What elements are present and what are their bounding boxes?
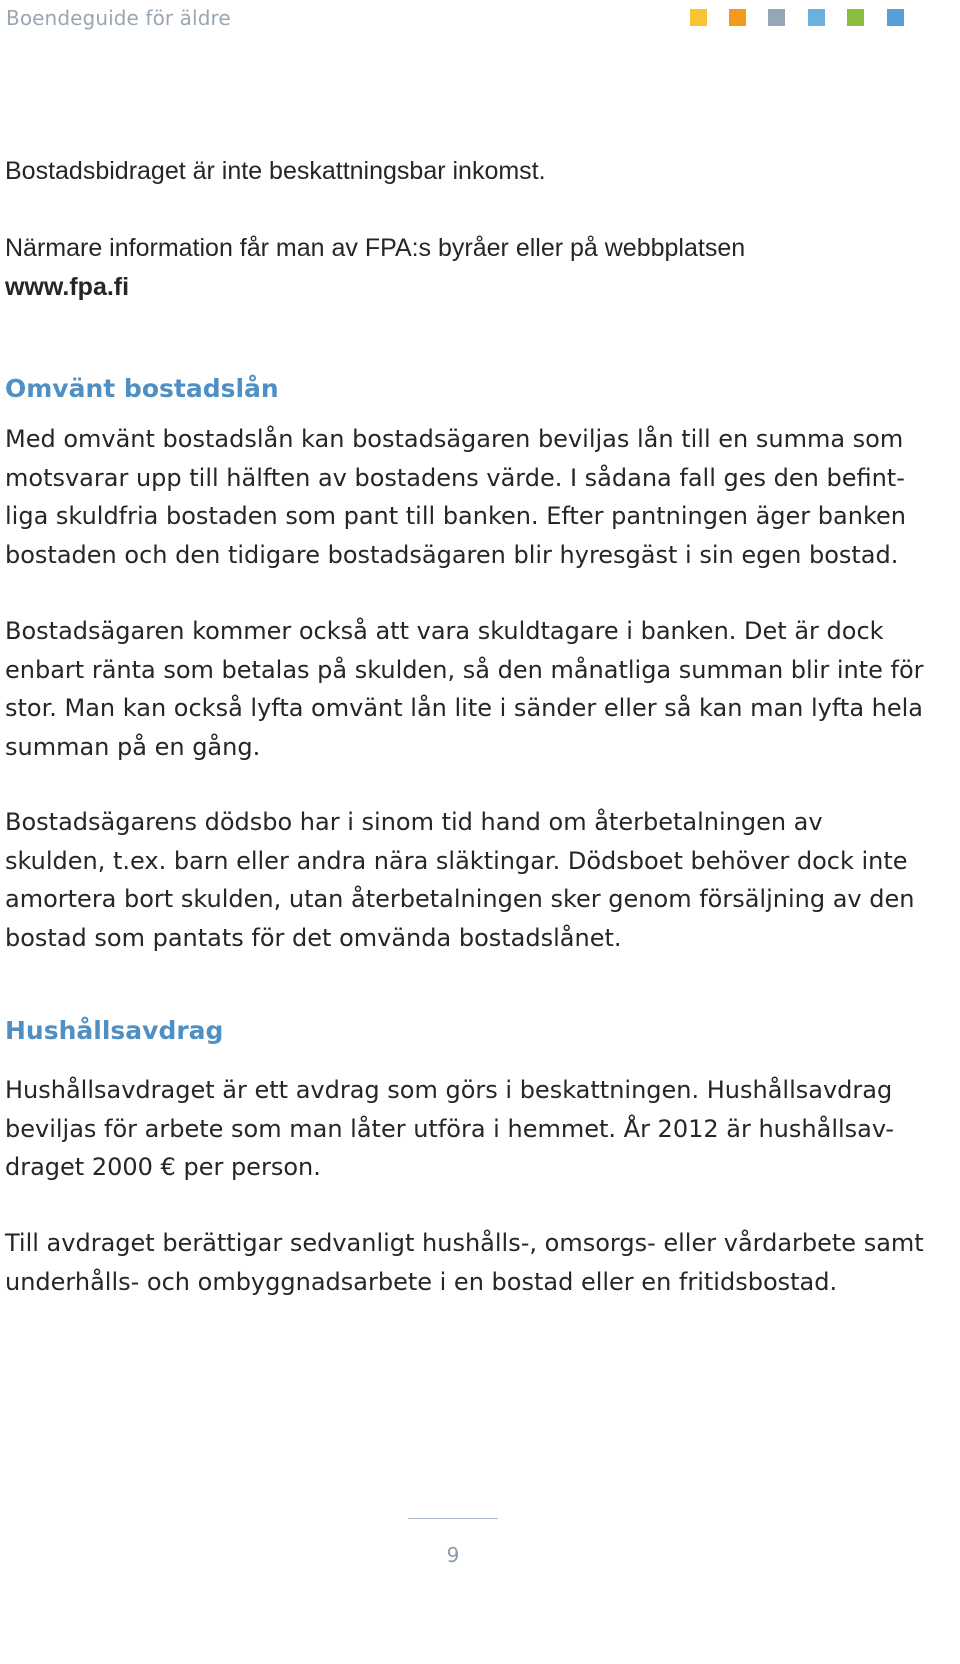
paragraph-hushall-1: Hushållsavdraget är ett avdrag som görs i beskattningen. Hushållsavdrag beviljas för arbete som man låter utföra i hemmet. År 2012 är hushållsav- draget 2000 € per person.	[5, 1076, 895, 1182]
heading-omvant-bostadslan: Omvänt bostadslån	[5, 374, 279, 403]
paragraph-omvant-2: Bostadsägaren kommer också att vara skuldtagare i banken. Det är dock enbart ränta som betalas på skulden, så den månatliga summan blir inte för stor. Man kan också lyfta omvänt lån lite i sänder eller så kan man lyfta hela summan på en gång.	[5, 617, 924, 761]
fpa-link[interactable]: www.fpa.fi	[5, 272, 130, 301]
color-square-light-blue	[808, 9, 825, 26]
header-title: Boendeguide för äldre	[6, 6, 231, 30]
heading-hushallsavdrag: Hushållsavdrag	[5, 1016, 224, 1045]
color-square-orange	[729, 9, 746, 26]
page-number: 9	[446, 1543, 460, 1567]
paragraph-omvant-3: Bostadsägarens dödsbo har i sinom tid hand om återbetalningen av skulden, t.ex. barn eller andra nära släktingar. Dödsboet behöver dock inte amortera bort skulden, utan återbetalningen sker genom försäljning av den bostad som pantats för det omvända bostadslånet.	[5, 808, 915, 952]
paragraph-fpa-info: Närmare information får man av FPA:s byråer eller på webbplatsen www.fpa.fi	[5, 229, 905, 306]
color-square-gray	[768, 9, 785, 26]
color-square-green	[847, 9, 864, 26]
color-square-yellow	[690, 9, 707, 26]
paragraph-hushall-2: Till avdraget berättigar sedvanligt hushålls-, omsorgs- eller vårdarbete samt underhålls- och ombyggnadsarbete i en bostad eller en fritidsbostad.	[5, 1229, 924, 1296]
paragraph-omvant-1: Med omvänt bostadslån kan bostadsägaren beviljas lån till en summa som motsvarar upp till hälften av bostadens värde. I sådana fall ges den befint- liga skuldfria bostaden som pant till banken. Efter pantningen äger banken bostaden och den tidigare bostadsägaren blir hyresgäst i sin egen bostad.	[5, 425, 906, 569]
paragraph-bostadsbidrag-tax: Bostadsbidraget är inte beskattningsbar inkomst.	[5, 157, 546, 185]
color-square-blue	[887, 9, 904, 26]
footer-divider	[408, 1518, 498, 1519]
